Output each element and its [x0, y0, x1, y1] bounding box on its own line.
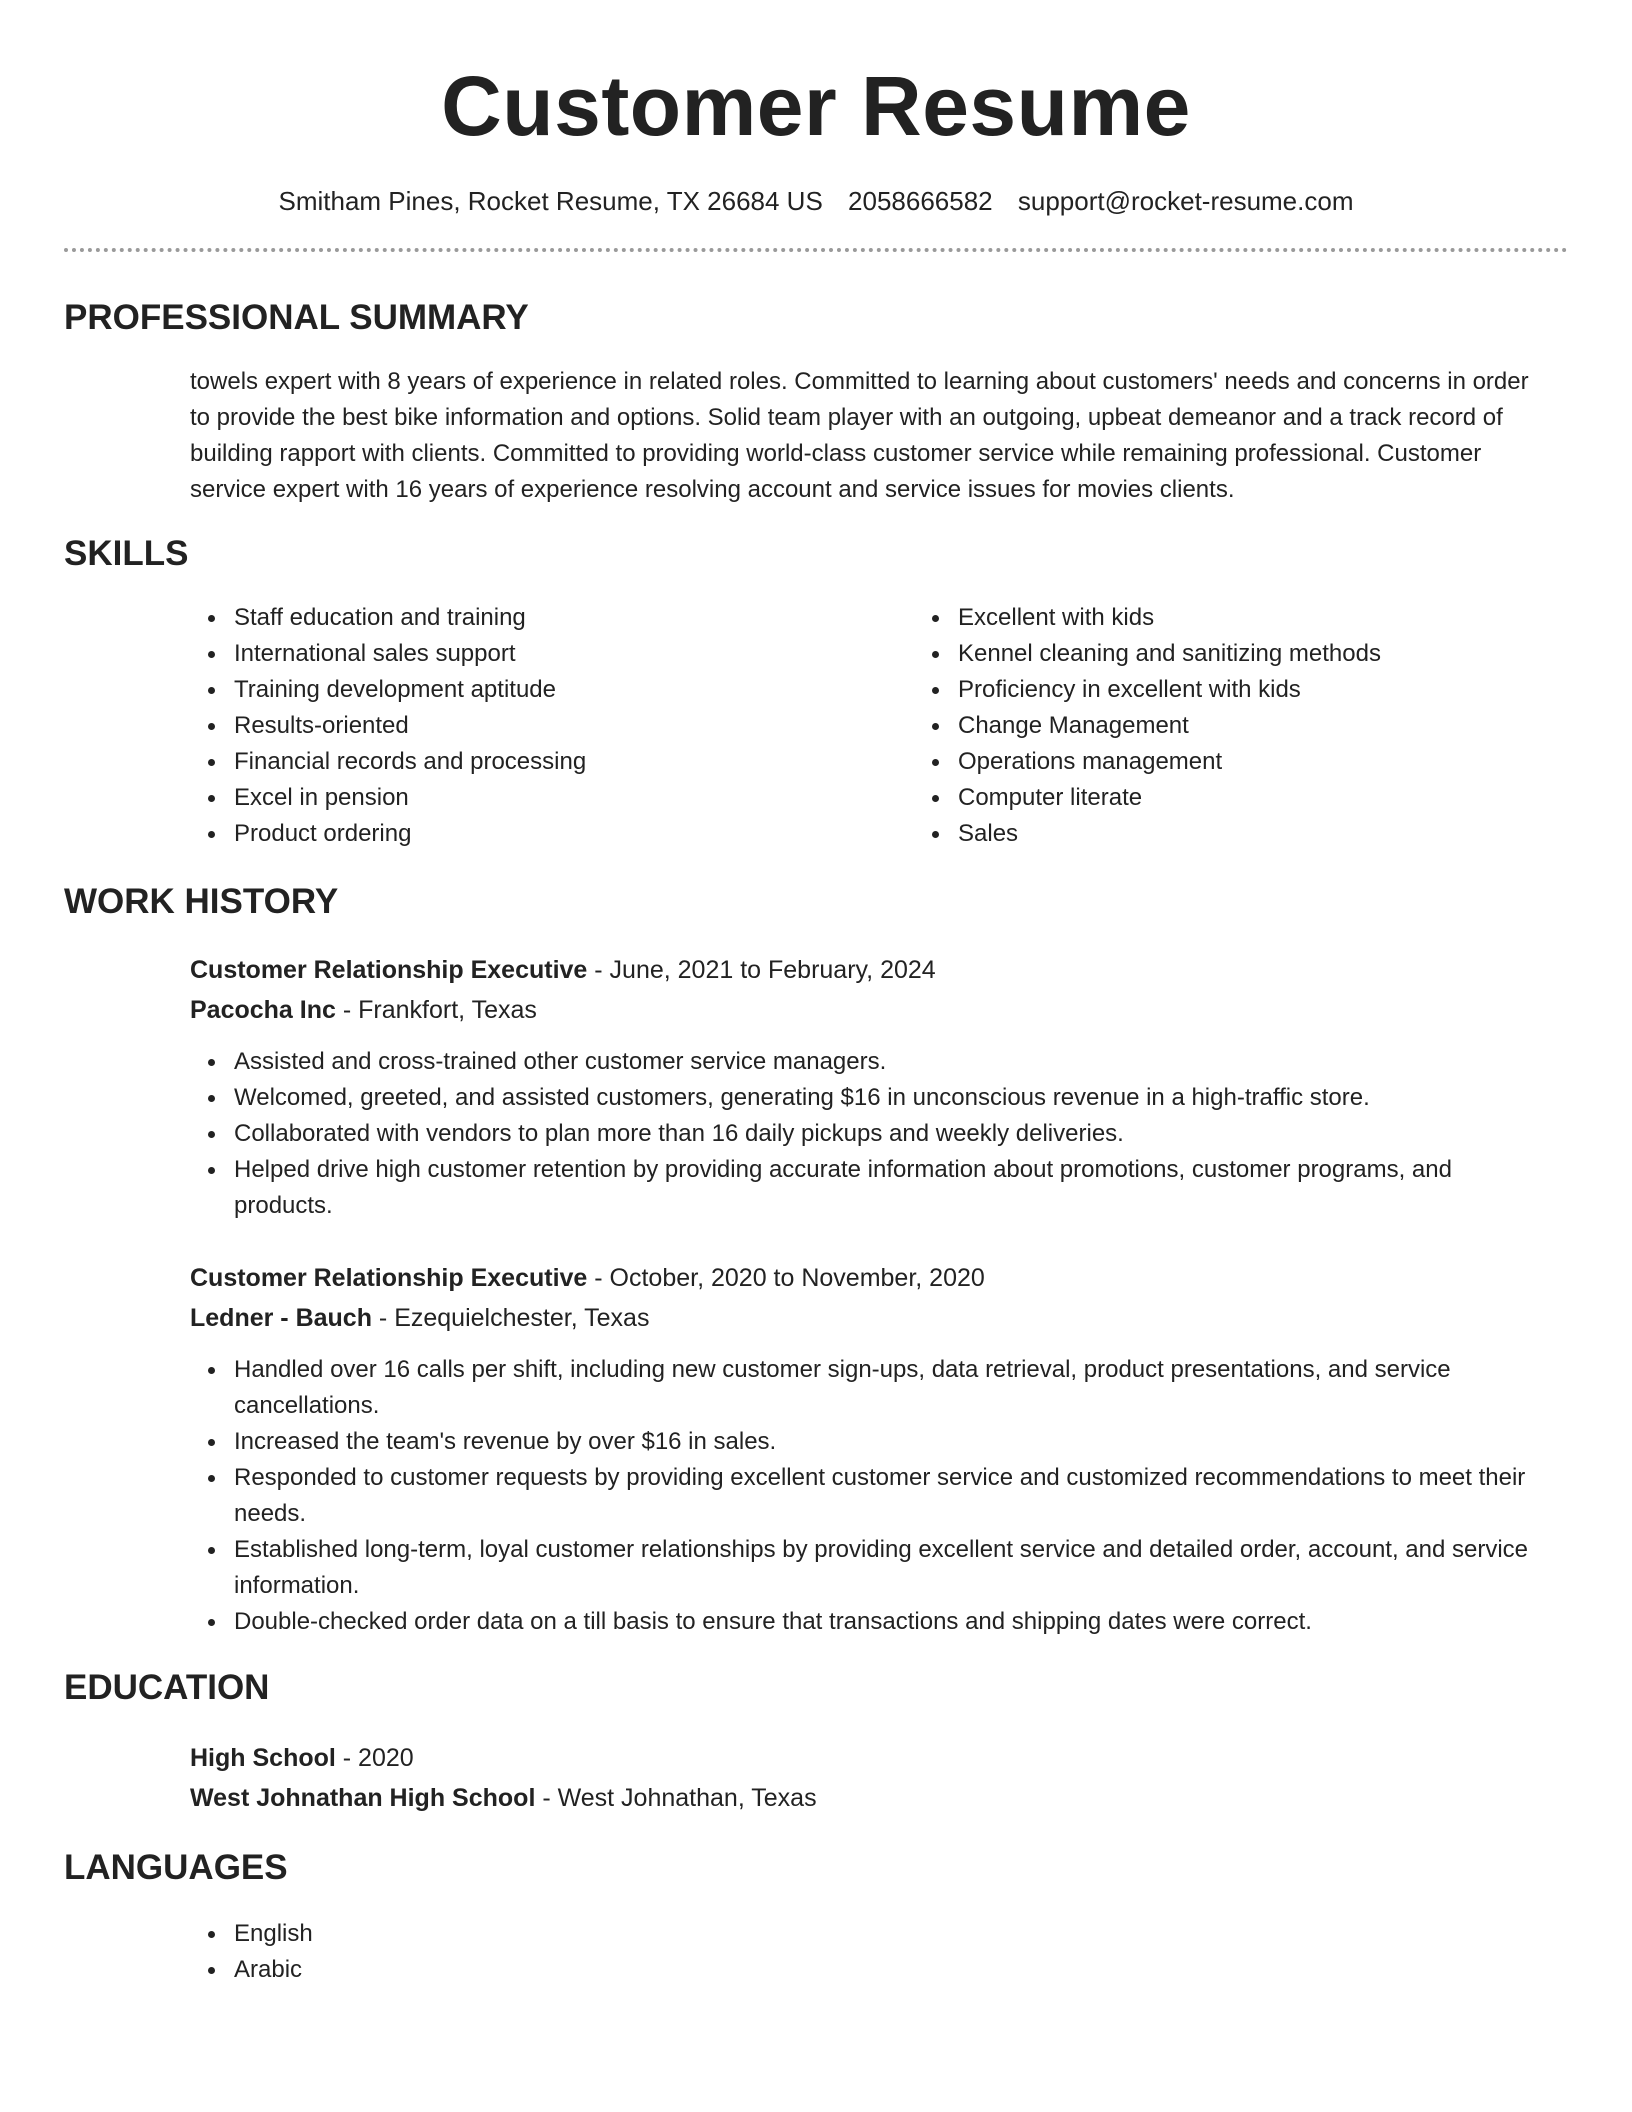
education-year: - 2020 — [335, 1744, 414, 1772]
skills-column-left — [190, 600, 914, 852]
job-duties — [190, 1044, 1538, 1224]
languages-items — [190, 1916, 1538, 1988]
job-duty: Double-checked order data on a till basis to ensure that transactions and shipping dates were correct. — [234, 1604, 1538, 1640]
skills-column-right — [914, 600, 1381, 852]
contact-phone: 2058666582 — [848, 186, 993, 216]
job-duty: Helped drive high customer retention by providing accurate information about promotions, customer programs, and products. — [234, 1152, 1538, 1224]
job-company: Ledner - Bauch — [190, 1304, 372, 1332]
education-entry — [64, 1738, 1568, 1818]
skill-item: Excellent with kids — [958, 600, 1381, 636]
job-company: Pacocha Inc — [190, 996, 336, 1024]
job-entry — [190, 950, 1538, 1224]
header-divider — [64, 248, 1568, 252]
language-item: English — [234, 1916, 1538, 1952]
job-duty: Assisted and cross-trained other customer service managers. — [234, 1044, 1538, 1080]
work-history — [64, 950, 1568, 1640]
work-history-heading: WORK HISTORY — [64, 882, 339, 921]
skill-item: Operations management — [958, 744, 1381, 780]
education-school-line — [190, 1778, 1538, 1818]
skill-item: Financial records and processing — [234, 744, 914, 780]
summary-text: towels expert with 8 years of experience in related roles. Committed to learning about customers' needs and concerns in order to provide the best bike information and options. Solid team player with an outgoing, upbeat demeanor and a track record of building rapport with clients. Committed to providing world-class customer service while remaining professional. Customer service expert with 16 years of experience resolving account and service issues for movies clients. — [190, 368, 1529, 503]
education-school: West Johnathan High School — [190, 1784, 536, 1812]
job-duty: Increased the team's revenue by over $16 in sales. — [234, 1424, 1538, 1460]
job-location: - Ezequielchester, Texas — [371, 1304, 650, 1332]
skill-item: Sales — [958, 816, 1381, 852]
job-role-line — [190, 950, 1538, 990]
job-dates: - October, 2020 to November, 2020 — [587, 1264, 985, 1292]
education-degree-line — [190, 1738, 1538, 1778]
job-role: Customer Relationship Executive — [190, 956, 588, 984]
skill-item: Results-oriented — [234, 708, 914, 744]
skills-heading: SKILLS — [64, 534, 189, 573]
summary-heading: PROFESSIONAL SUMMARY — [64, 298, 529, 337]
job-duty: Collaborated with vendors to plan more than 16 daily pickups and weekly deliveries. — [234, 1116, 1538, 1152]
resume-title: Customer Resume — [441, 59, 1191, 153]
education-heading: EDUCATION — [64, 1668, 270, 1707]
skills-list — [64, 600, 1568, 852]
skill-item: Training development aptitude — [234, 672, 914, 708]
job-duties — [190, 1352, 1538, 1640]
job-role: Customer Relationship Executive — [190, 1264, 588, 1292]
skill-item: Kennel cleaning and sanitizing methods — [958, 636, 1381, 672]
job-dates: - June, 2021 to February, 2024 — [587, 956, 936, 984]
languages-heading: LANGUAGES — [64, 1848, 288, 1887]
job-location: - Frankfort, Texas — [335, 996, 537, 1024]
job-duty: Welcomed, greeted, and assisted customers, generating $16 in unconscious revenue in a high-traffic store. — [234, 1080, 1538, 1116]
skill-item: International sales support — [234, 636, 914, 672]
skill-item: Proficiency in excellent with kids — [958, 672, 1381, 708]
contact-email: support@rocket-resume.com — [1017, 186, 1354, 216]
contact-line — [64, 184, 1568, 218]
job-entry — [190, 1258, 1538, 1640]
education-degree: High School — [190, 1744, 336, 1772]
skill-item: Product ordering — [234, 816, 914, 852]
job-company-line — [190, 1298, 1538, 1338]
skill-item: Change Management — [958, 708, 1381, 744]
job-company-line — [190, 990, 1538, 1030]
job-duty: Established long-term, loyal customer relationships by providing excellent service and detailed order, account, and service information. — [234, 1532, 1538, 1604]
education-location: - West Johnathan, Texas — [535, 1784, 817, 1812]
language-item: Arabic — [234, 1952, 1538, 1988]
job-duty: Handled over 16 calls per shift, including new customer sign-ups, data retrieval, product presentations, and service cancellations. — [234, 1352, 1538, 1424]
skill-item: Excel in pension — [234, 780, 914, 816]
skill-item: Computer literate — [958, 780, 1381, 816]
skill-item: Staff education and training — [234, 600, 914, 636]
job-role-line — [190, 1258, 1538, 1298]
job-duty: Responded to customer requests by providing excellent customer service and customized recommendations to meet their needs. — [234, 1460, 1538, 1532]
contact-address: Smitham Pines, Rocket Resume, TX 26684 US — [278, 186, 823, 216]
languages-list — [64, 1916, 1568, 1988]
